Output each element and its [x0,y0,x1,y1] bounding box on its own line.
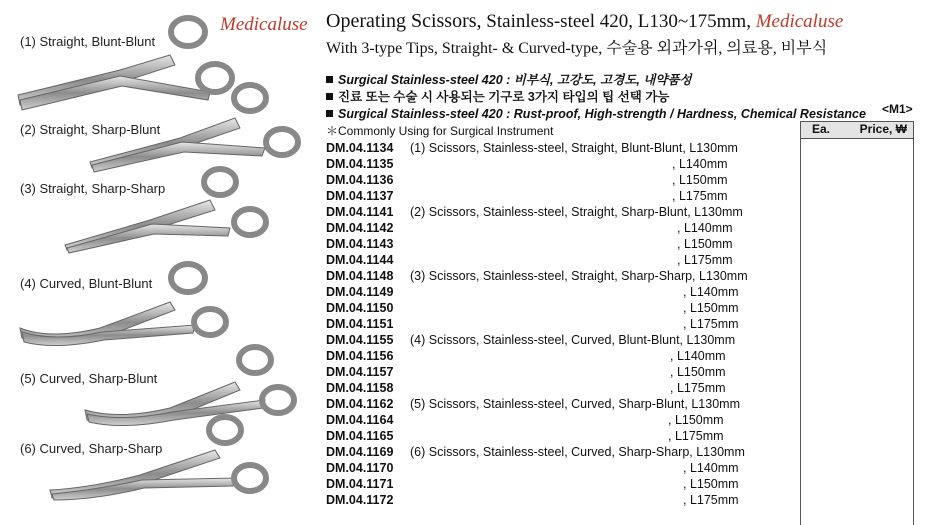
product-length: , L175mm [672,189,728,203]
product-code: DM.04.1149 [326,285,394,299]
col-price-header: Price, ₩ [859,122,907,136]
product-code: DM.04.1134 [326,141,394,155]
page-subtitle: With 3-type Tips, Straight- & Curved-type, 수술용 외과가위, 의료용, 비부식 [326,40,828,57]
product-description: (5) Scissors, Stainless-steel, Curved, Sharp-Blunt, L130mm [410,397,740,411]
scissors-1-image [18,18,232,110]
product-code: DM.04.1141 [326,205,394,219]
product-code: DM.04.1155 [326,333,394,347]
product-length: , L140mm [672,157,728,171]
product-code: DM.04.1151 [326,317,394,331]
product-image-panel [0,0,310,525]
scissors-4-image [20,264,226,346]
product-length: , L175mm [683,317,739,331]
scissors-3-image [65,169,266,253]
title-main: Operating Scissors, [326,10,482,32]
product-length: , L140mm [683,461,739,475]
feature-item: Surgical Stainless-steel 420 : 비부식, 고강도, 고경도, 내약품성 [326,72,866,89]
product-code: DM.04.1165 [326,429,394,443]
product-length: , L150mm [668,413,724,427]
product-length: , L175mm [670,381,726,395]
product-code: DM.04.1171 [326,477,394,491]
product-length: , L150mm [683,301,739,315]
product-code: DM.04.1170 [326,461,394,475]
feature-list [326,72,866,140]
product-length: , L175mm [668,429,724,443]
col-ea-header: Ea. [811,122,830,136]
catalog-header [326,10,843,58]
product-code: DM.04.1144 [326,253,394,267]
product-length: , L175mm [677,253,733,267]
feature-item: 진료 또는 수술 시 사용되는 기구로 3가지 타입의 팁 선택 가능 [326,89,866,106]
product-length: , L150mm [677,237,733,251]
product-description: (6) Scissors, Stainless-steel, Curved, Sharp-Sharp, L130mm [410,445,745,459]
product-description: (2) Scissors, Stainless-steel, Straight, Sharp-Blunt, L130mm [410,205,743,219]
product-code: DM.04.1162 [326,397,394,411]
scissors-illustrations [10,10,310,520]
product-code: DM.04.1135 [326,157,394,171]
catalog-code-tag: <M1> [882,102,913,116]
scissors-5-image [85,347,294,426]
variant-label-5: (5) Curved, Sharp-Blunt [20,371,158,386]
product-length: , L140mm [670,349,726,363]
variant-label-4: (4) Curved, Blunt-Blunt [20,276,153,291]
product-code: DM.04.1150 [326,301,394,315]
product-description: (4) Scissors, Stainless-steel, Curved, Blunt-Blunt, L130mm [410,333,736,347]
brand-logo: Medicaluse [220,14,308,35]
feature-item: Surgical Stainless-steel 420 : Rust-proof, High-strength / Hardness, Chemical Resistance [326,106,866,123]
product-description: (3) Scissors, Stainless-steel, Straight, Sharp-Sharp, L130mm [410,269,748,283]
product-code: DM.04.1148 [326,269,394,283]
variant-label-6: (6) Curved, Sharp-Sharp [20,441,163,456]
variant-label-3: (3) Straight, Sharp-Sharp [20,181,166,196]
title-specs: Stainless-steel 420, L130~175mm, [481,11,756,32]
product-code: DM.04.1143 [326,237,394,251]
page-title [326,10,843,33]
product-code: DM.04.1164 [326,413,394,427]
product-code: DM.04.1142 [326,221,394,235]
product-length: , L150mm [672,173,728,187]
product-length: , L140mm [683,285,739,299]
product-code: DM.04.1169 [326,445,394,459]
product-length: , L175mm [683,493,739,507]
price-table-header [801,121,913,139]
product-length: , L150mm [670,365,726,379]
variant-label-2: (2) Straight, Sharp-Blunt [20,122,161,137]
price-column [800,121,914,525]
product-length: , L140mm [677,221,733,235]
variant-label-1: (1) Straight, Blunt-Blunt [20,34,156,49]
title-brand: Medicaluse [755,11,844,32]
product-code: DM.04.1158 [326,381,394,395]
bullet-square-icon [326,110,333,117]
product-code: DM.04.1136 [326,173,394,187]
bullet-square-icon [326,93,333,100]
usage-note: ＊Commonly Using for Surgical Instrument [326,124,554,138]
scissors-6-image [50,417,266,500]
product-code: DM.04.1157 [326,365,394,379]
product-description: (1) Scissors, Stainless-steel, Straight, Blunt-Blunt, L130mm [410,141,738,155]
product-code: DM.04.1172 [326,493,394,507]
bullet-square-icon [326,76,333,83]
product-length: , L150mm [683,477,739,491]
product-code: DM.04.1137 [326,189,394,203]
product-code: DM.04.1156 [326,349,394,363]
